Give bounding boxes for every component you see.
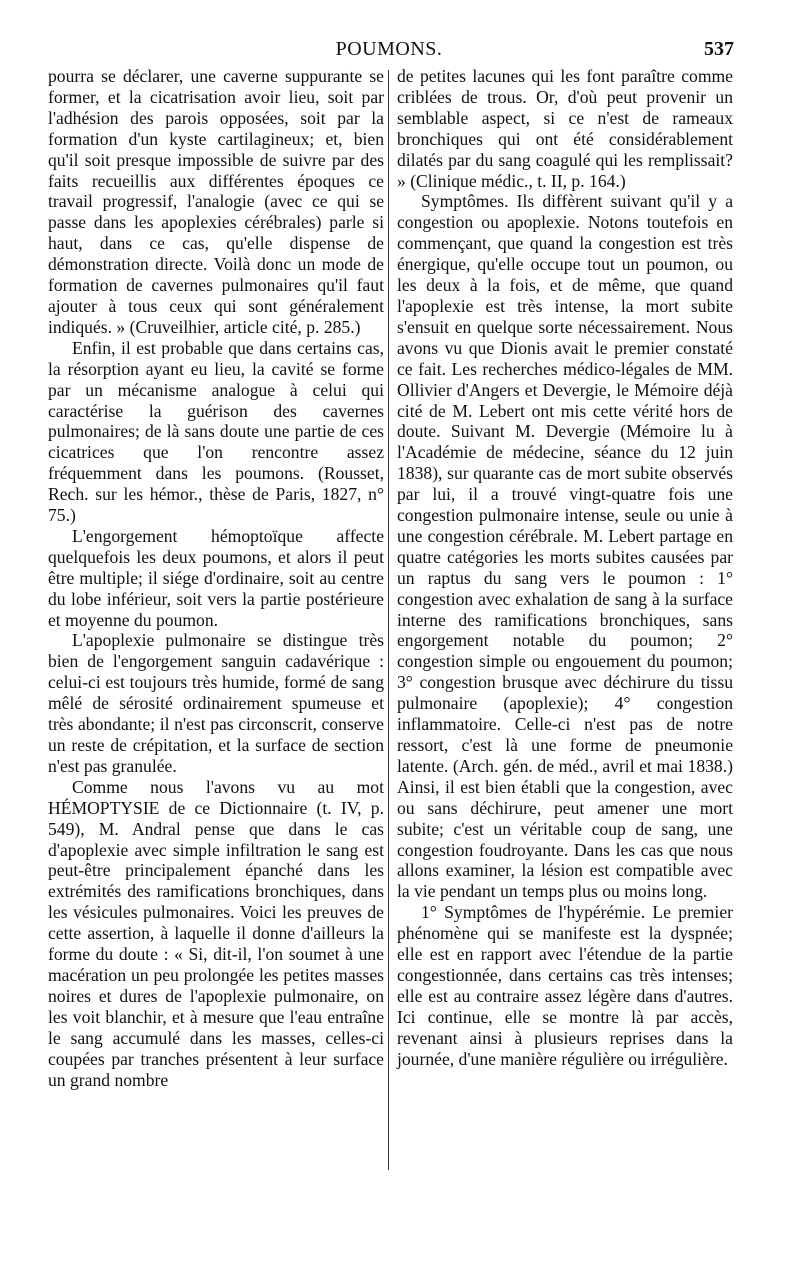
- paragraph: Comme nous l'avons vu au mot HÉMOPTYSIE de ce Dictionnaire (t. IV, p. 549), M. Andral pense que dans le cas d'apoplexie avec simple infiltration le sang est peut-être principalement épanché dans les extrémités des ramifications bronchiques, dans les vésicules pulmonaires. Voici les preuves de cette assertion, à laquelle il donne d'ailleurs la forme du doute : « Si, dit-il, l'on soumet à une macération un peu prolongée les petites masses noires et dures de l'apoplexie pulmonaire, on les voit blanchir, et à mesure que l'eau entraîne le sang accumulé dans les masses, celles-ci coupées par tranches présentent à leur surface un grand nombre: [48, 776, 384, 1090]
- page-header: [44, 38, 734, 62]
- paragraph: Symptômes. Ils diffèrent suivant qu'il y a congestion ou apoplexie. Notons toutefois en commençant, que quand la congestion est très énergique, qu'elle occupe tout un poumon, ou les deux à la fois, et de même, que quand l'apoplexie est très intense, la mort subite s'ensuit en quelque sorte nécessairement. Nous avons vu que Dionis avait le premier constaté ce fait. Les recherches médico-légales de MM. Ollivier d'Angers et Devergie, le Mémoire déjà cité de M. Lebert ont mis cette vérité hors de doute. Suivant M. Devergie (Mémoire lu à l'Académie de médecine, séance du 12 juin 1838), sur quarante cas de mort subite observés par lui, il a trouvé vingt-quatre fois une congestion pulmonaire intense, seule ou unie à une congestion cérébrale. M. Lebert partage en quatre catégories les morts subites causées par un raptus du sang vers le poumon : 1° congestion avec exhalation de sang à la surface interne des ramifications bronchiques, sans engorgement notable du poumon; 2° congestion simple ou engouement du poumon; 3° congestion brusque avec déchirure du tissu pulmonaire (apoplexie); 4° congestion inflammatoire. Celle-ci n'est pas de notre ressort, c'est là une forme de pneumonie latente. (Arch. gén. de méd., avril et mai 1838.) Ainsi, il est bien établi que la congestion, avec ou sans déchirure, peut amener une mort subite; c'est un véritable coup de sang, une congestion foudroyante. Dans les cas que nous allons examiner, la lésion est compatible avec la vie pendant un temps plus ou moins long.: [397, 191, 733, 902]
- paragraph: L'apoplexie pulmonaire se distingue très bien de l'engorgement sanguin cadavérique : celui-ci est toujours très humide, formé de sang mêlé de sérosité ordinairement spumeuse et très abondante; il n'est pas circonscrit, conserve un reste de crépitation, et la surface de section n'est pas granulée.: [48, 630, 384, 776]
- column-divider: [388, 70, 389, 1170]
- page-number: 537: [704, 38, 734, 60]
- paragraph: de petites lacunes qui les font paraître comme criblées de trous. Or, d'où peut provenir un semblable aspect, si ce n'est de rameaux bronchiques qui ont été considérablement dilatés par du sang coagulé qui les remplissait? » (Clinique médic., t. II, p. 164.): [397, 66, 733, 191]
- left-column: [48, 66, 384, 1090]
- right-column: [397, 66, 733, 1070]
- paragraph: 1° Symptômes de l'hypérémie. Le premier phénomène qui se manifeste est la dyspnée; elle est en rapport avec l'étendue de la partie congestionnée, dans certains cas très intenses; elle est au contraire assez légère dans d'autres. Ici continue, elle se montre là par accès, revenant ainsi à plusieurs reprises dans la journée, d'une manière régulière ou irrégulière.: [397, 902, 733, 1069]
- paragraph: Enfin, il est probable que dans certains cas, la résorption ayant eu lieu, la cavité se forme par un mécanisme analogue à celui qui caractérise la guérison des cavernes pulmonaires; de là sans doute une partie de ces cicatrices que l'on rencontre assez fréquemment dans les poumons. (Rousset, Rech. sur les hémor., thèse de Paris, 1827, n° 75.): [48, 337, 384, 526]
- paragraph: L'engorgement hémoptoïque affecte quelquefois les deux poumons, et alors il peut être multiple; il siége d'ordinaire, soit au centre du lobe inférieur, soit vers la partie postérieure et moyenne du poumon.: [48, 525, 384, 630]
- running-title: POUMONS.: [335, 38, 443, 60]
- paragraph: pourra se déclarer, une caverne suppurante se former, et la cicatrisation avoir lieu, soit par l'adhésion des parois opposées, soit par la formation d'un kyste cartilagineux; et, bien qu'il soit presque impossible de suivre par des faits recueillis aux différentes époques ce travail progressif, l'analogie (avec ce qui se passe dans les apoplexies cérébrales) parle si haut, dans ce cas, qu'elle dispense de démonstration directe. Voilà donc un mode de formation de cavernes pulmonaires qu'il faut ajouter à tous ceux qui sont généralement indiqués. » (Cruveilhier, article cité, p. 285.): [48, 66, 384, 337]
